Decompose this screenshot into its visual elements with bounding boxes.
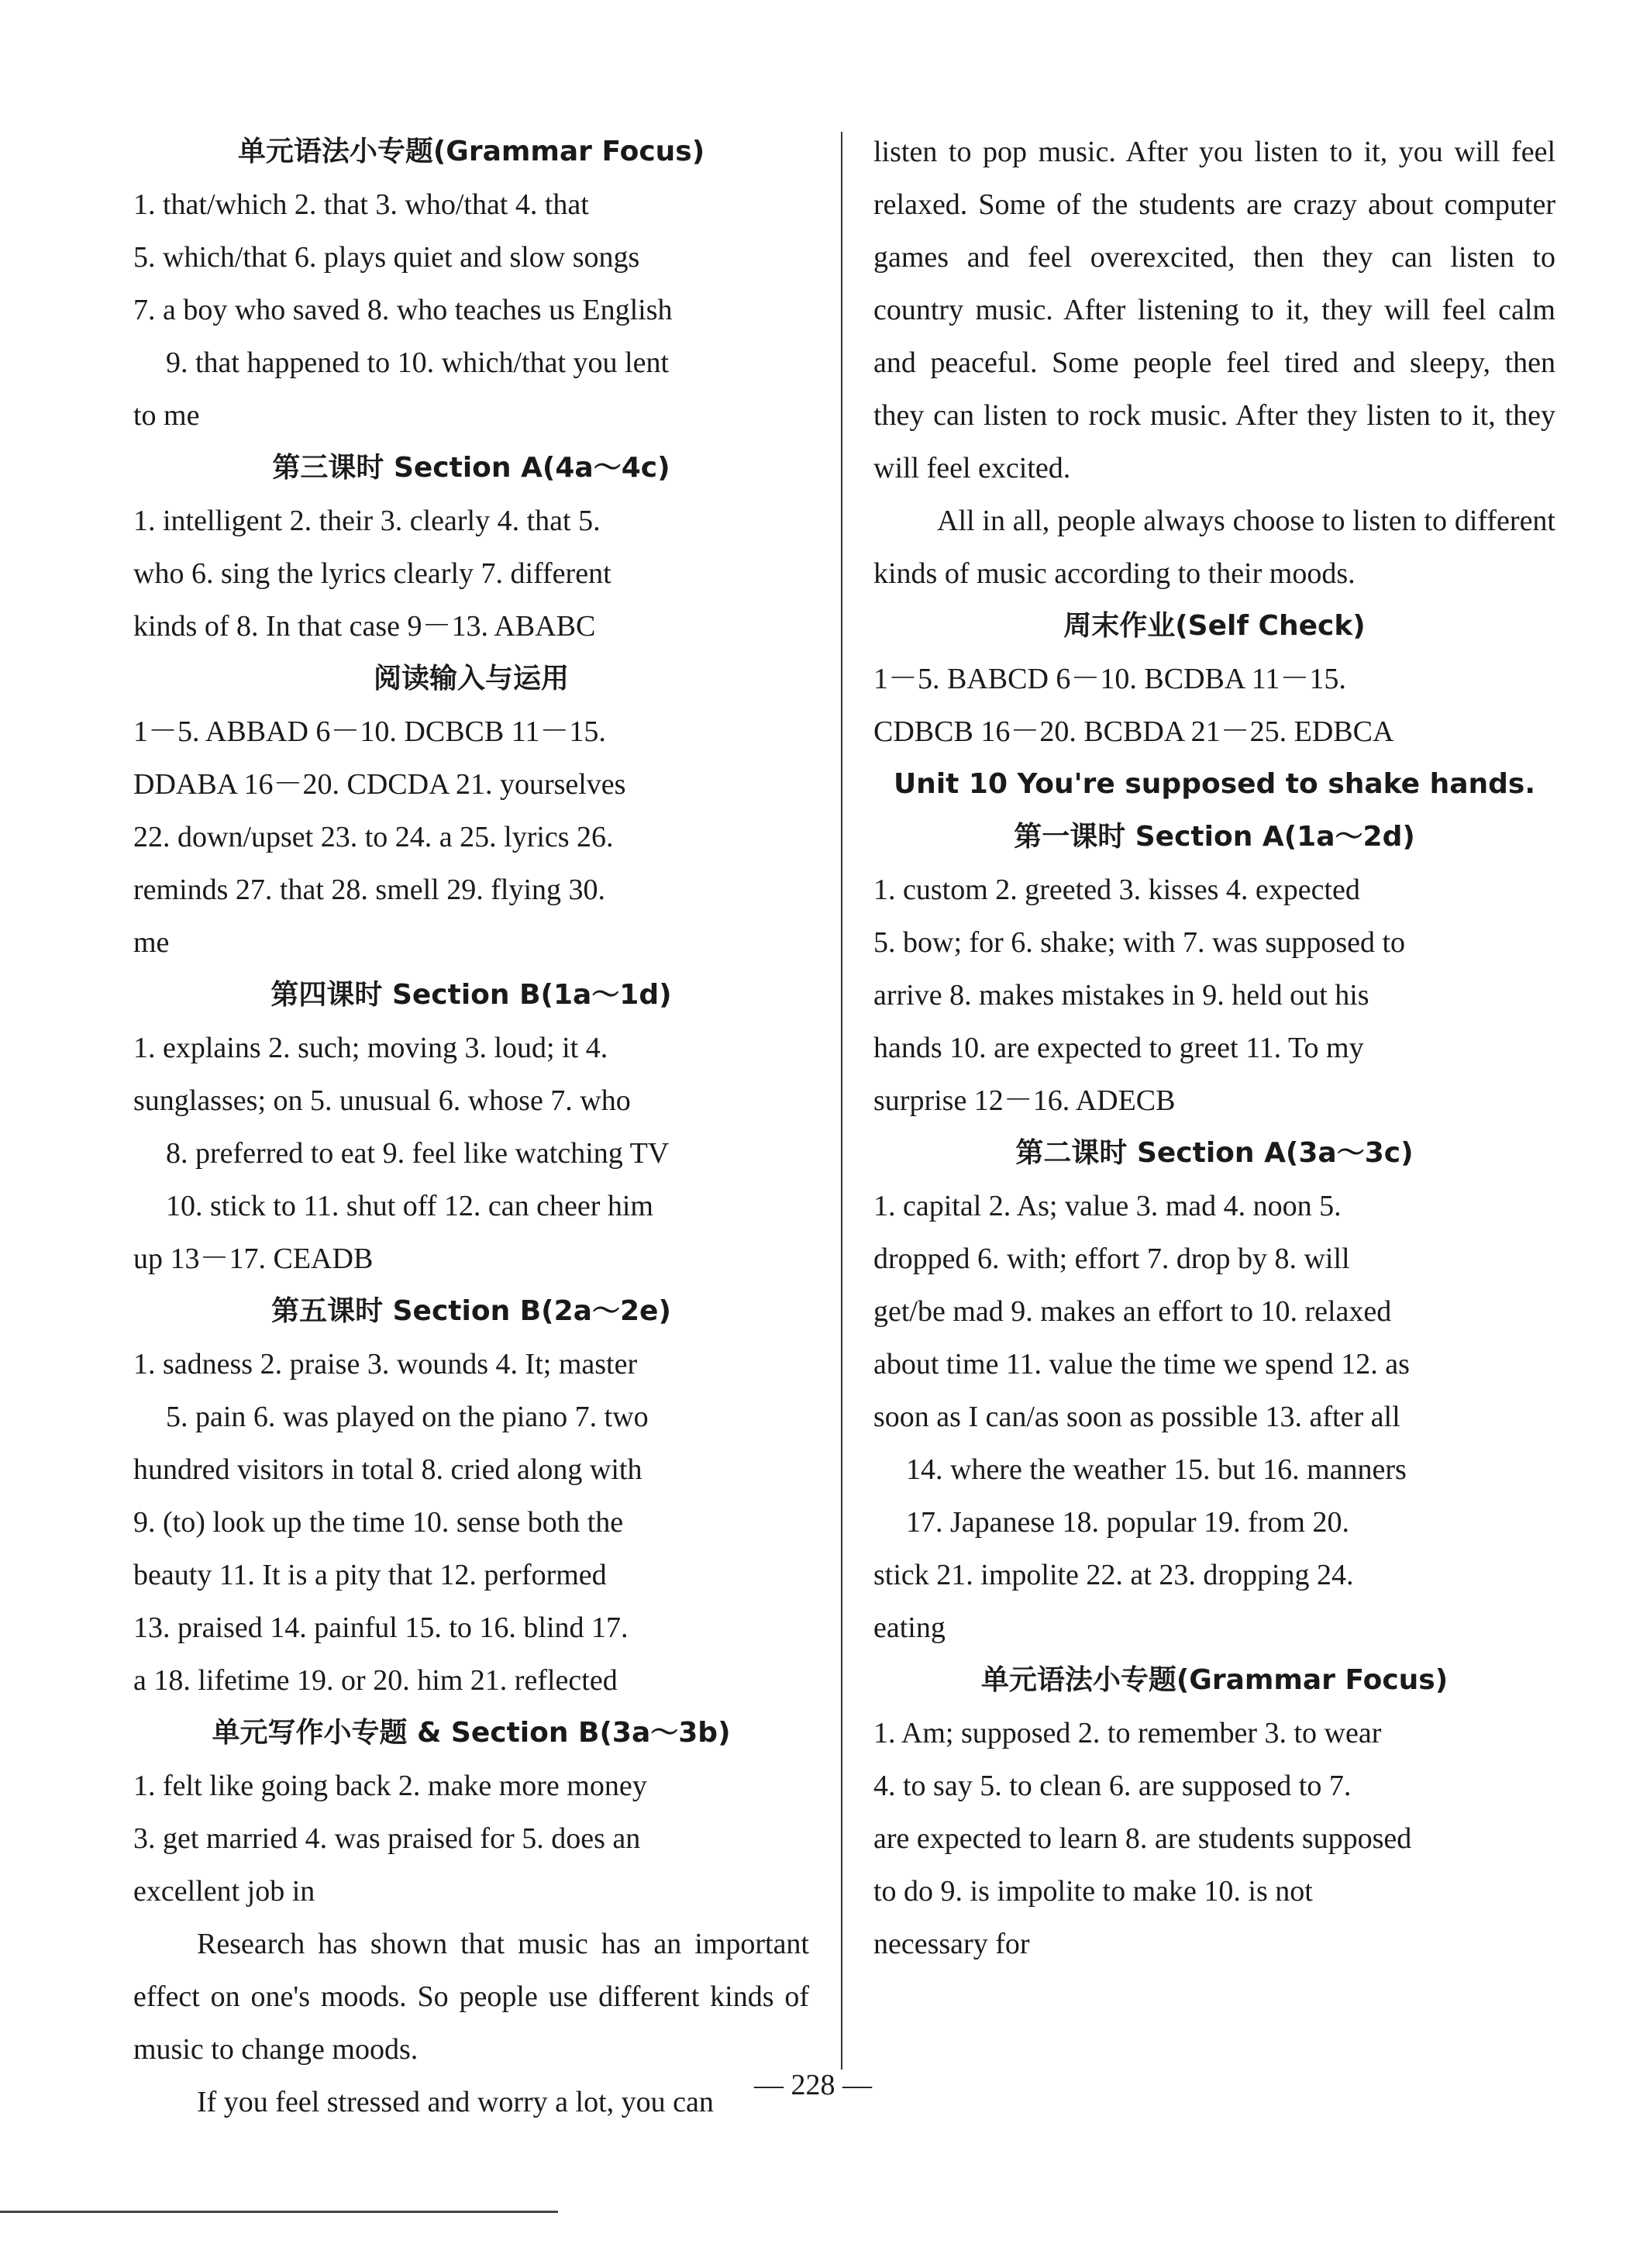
- bottom-rule: [0, 2211, 558, 2213]
- answer-line: 10. stick to 11. shut off 12. can cheer him: [166, 1190, 653, 1222]
- answer-line: soon as I can/as soon as possible 13. after all: [873, 1401, 1400, 1433]
- answer-line: 1. Am; supposed 2. to remember 3. to wear: [873, 1717, 1382, 1749]
- essay-paragraph: If you feel stressed and worry a lot, you can: [197, 2086, 714, 2118]
- heading-self-check: 周末作业(Self Check): [1063, 610, 1366, 642]
- answer-line: 1－5. ABBAD 6－10. DCBCB 11－15.: [133, 715, 606, 748]
- answer-line: 1. sadness 2. praise 3. wounds 4. It; master: [133, 1348, 638, 1380]
- answer-line: kinds of 8. In that case 9－13. ABABC: [133, 610, 596, 643]
- answer-line: to do 9. is impolite to make 10. is not: [873, 1875, 1313, 1908]
- heading-writing-section-b-3a: 单元写作小专题 & Section B(3a～3b): [212, 1717, 731, 1749]
- answer-line: 13. praised 14. painful 15. to 16. blind 17.: [133, 1611, 629, 1644]
- heading-section-a-1a: 第一课时 Section A(1a～2d): [1014, 821, 1415, 853]
- left-column: [133, 126, 809, 2128]
- heading-grammar-focus: 单元语法小专题(Grammar Focus): [237, 136, 705, 167]
- answer-line: 14. where the weather 15. but 16. manners: [906, 1453, 1407, 1486]
- answer-line: 4. to say 5. to clean 6. are supposed to 7.: [873, 1770, 1352, 1802]
- answer-line: are expected to learn 8. are students supposed: [873, 1822, 1412, 1855]
- heading-section-a-3a: 第二课时 Section A(3a～3c): [1015, 1137, 1414, 1169]
- answer-line: sunglasses; on 5. unusual 6. whose 7. who: [133, 1084, 631, 1117]
- column-divider: [841, 132, 842, 2070]
- heading-reading: 阅读输入与运用: [373, 663, 569, 695]
- answer-line: 8. preferred to eat 9. feel like watching TV: [166, 1137, 670, 1170]
- answer-line: to me: [133, 399, 200, 432]
- answer-line: 17. Japanese 18. popular 19. from 20.: [906, 1506, 1349, 1539]
- essay-paragraph: All in all, people always choose to listen to different kinds of music according to their moods.: [873, 505, 1555, 590]
- answer-line: DDABA 16－20. CDCDA 21. yourselves: [133, 768, 626, 801]
- answer-line: 3. get married 4. was praised for 5. does an: [133, 1822, 641, 1855]
- answer-line: dropped 6. with; effort 7. drop by 8. will: [873, 1243, 1350, 1275]
- answer-line: who 6. sing the lyrics clearly 7. different: [133, 557, 611, 590]
- answer-line: 22. down/upset 23. to 24. a 25. lyrics 26.: [133, 821, 614, 853]
- answer-line: hands 10. are expected to greet 11. To my: [873, 1032, 1364, 1064]
- answer-line: 1. felt like going back 2. make more money: [133, 1770, 647, 1802]
- answer-line: 1. explains 2. such; moving 3. loud; it 4.: [133, 1032, 608, 1064]
- essay-paragraph: listen to pop music. After you listen to it, you will feel relaxed. Some of the students are crazy about computer games and feel overexcited, then they can listen to country music. After listening to it, they will feel calm and peaceful. Some people feel tired and sleepy, then they can listen to rock music. After they listen to it, they will feel excited.: [873, 136, 1555, 484]
- answer-line: 9. that happened to 10. which/that you lent: [166, 346, 670, 379]
- answer-line: 1. custom 2. greeted 3. kisses 4. expected: [873, 874, 1360, 906]
- answer-line: surprise 12－16. ADECB: [873, 1084, 1176, 1117]
- answer-line: stick 21. impolite 22. at 23. dropping 24.: [873, 1559, 1354, 1591]
- heading-section-a-4a: 第三课时 Section A(4a～4c): [272, 452, 670, 484]
- answer-line: 5. pain 6. was played on the piano 7. two: [166, 1401, 649, 1433]
- answer-line: 1. that/which 2. that 3. who/that 4. that: [133, 188, 589, 221]
- answer-line: 1. capital 2. As; value 3. mad 4. noon 5.: [873, 1190, 1342, 1222]
- heading-unit-10: Unit 10 You're supposed to shake hands.: [893, 768, 1536, 800]
- answer-line: 1. intelligent 2. their 3. clearly 4. that 5.: [133, 505, 601, 537]
- answer-line: beauty 11. It is a pity that 12. performed: [133, 1559, 607, 1591]
- answer-line: necessary for: [873, 1928, 1030, 1960]
- answer-line: 9. (to) look up the time 10. sense both the: [133, 1506, 624, 1539]
- answer-line: up 13－17. CEADB: [133, 1243, 374, 1275]
- answer-line: about time 11. value the time we spend 12. as: [873, 1348, 1410, 1380]
- heading-section-b-2a: 第五课时 Section B(2a～2e): [271, 1295, 671, 1327]
- answer-line: excellent job in: [133, 1875, 315, 1908]
- answer-line: 1－5. BABCD 6－10. BCDBA 11－15.: [873, 663, 1346, 695]
- answer-line: get/be mad 9. makes an effort to 10. relaxed: [873, 1295, 1392, 1328]
- answer-line: 5. which/that 6. plays quiet and slow songs: [133, 241, 640, 274]
- answer-line: 7. a boy who saved 8. who teaches us English: [133, 294, 673, 326]
- essay-paragraph: Research has shown that music has an important effect on one's moods. So people use different kinds of music to change moods.: [133, 1928, 809, 2066]
- answer-line: a 18. lifetime 19. or 20. him 21. reflected: [133, 1664, 618, 1697]
- heading-grammar-focus-unit-10: 单元语法小专题(Grammar Focus): [980, 1664, 1449, 1696]
- answer-line: me: [133, 926, 170, 959]
- right-column: [873, 126, 1555, 1970]
- heading-section-b-1a: 第四课时 Section B(1a～1d): [270, 979, 672, 1011]
- page-number: — 228 —: [754, 2069, 872, 2101]
- answer-line: hundred visitors in total 8. cried along with: [133, 1453, 642, 1486]
- answer-line: CDBCB 16－20. BCBDA 21－25. EDBCA: [873, 715, 1394, 748]
- answer-line: reminds 27. that 28. smell 29. flying 30.: [133, 874, 606, 906]
- answer-line: arrive 8. makes mistakes in 9. held out his: [873, 979, 1369, 1012]
- answer-line: eating: [873, 1611, 946, 1644]
- answer-line: 5. bow; for 6. shake; with 7. was supposed to: [873, 926, 1406, 959]
